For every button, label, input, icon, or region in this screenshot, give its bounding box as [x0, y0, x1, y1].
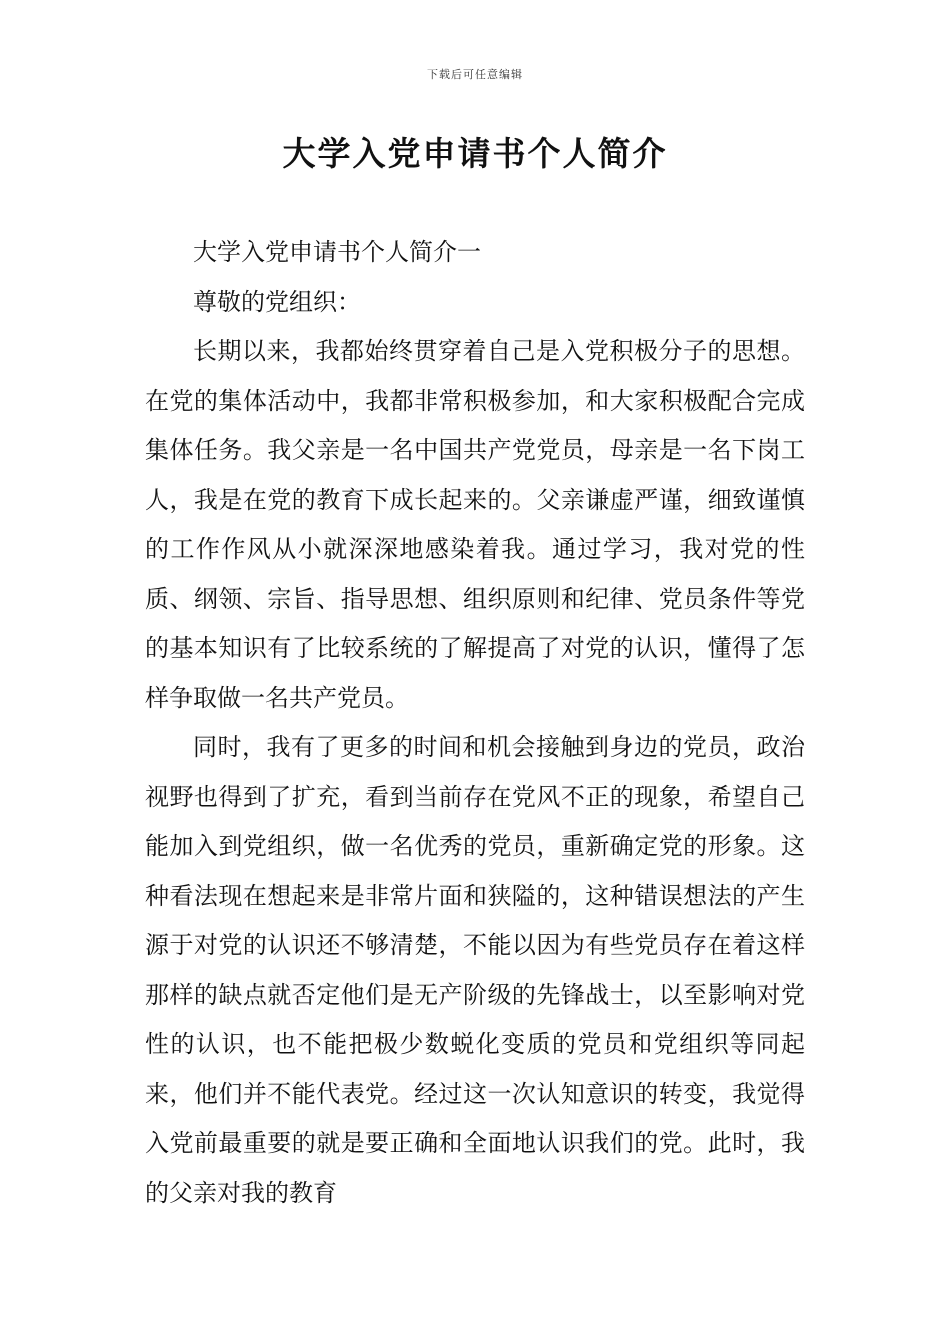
document-title: 大学入党申请书个人简介 [282, 134, 668, 173]
document-body [145, 228, 805, 1218]
body-paragraph-2: 同时，我有了更多的时间和机会接触到身边的党员，政治视野也得到了扩充，看到当前存在党风不正的现象，希望自己能加入到党组织，做一名优秀的党员，重新确定党的形象。这种看法现在想起来是非常片面和狭隘的，这种错误想法的产生源于对党的认识还不够清楚，不能以因为有些党员存在着这样那样的缺点就否定他们是无产阶级的先锋战士，以至影响对党性的认识，也不能把极少数蜕化变质的党员和党组织等同起来，他们并不能代表党。经过这一次认知意识的转变，我觉得入党前最重要的就是要正确和全面地认识我们的党。此时，我的父亲对我的教育 [145, 733, 805, 1207]
header-note: 下载后可任意编辑 [427, 68, 523, 81]
section-heading: 大学入党申请书个人简介一 [193, 238, 481, 266]
body-paragraph-1: 长期以来，我都始终贯穿着自己是入党积极分子的思想。在党的集体活动中，我都非常积极参加，和大家积极配合完成集体任务。我父亲是一名中国共产党党员，母亲是一名下岗工人，我是在党的教育下成长起来的。父亲谦虚严谨，细致谨慎的工作作风从小就深深地感染着我。通过学习，我对党的性质、纲领、宗旨、指导思想、组织原则和纪律、党员条件等党的基本知识有了比较系统的了解提高了对党的认识，懂得了怎样争取做一名共产党员。 [145, 337, 805, 712]
salutation: 尊敬的党组织： [193, 287, 361, 316]
